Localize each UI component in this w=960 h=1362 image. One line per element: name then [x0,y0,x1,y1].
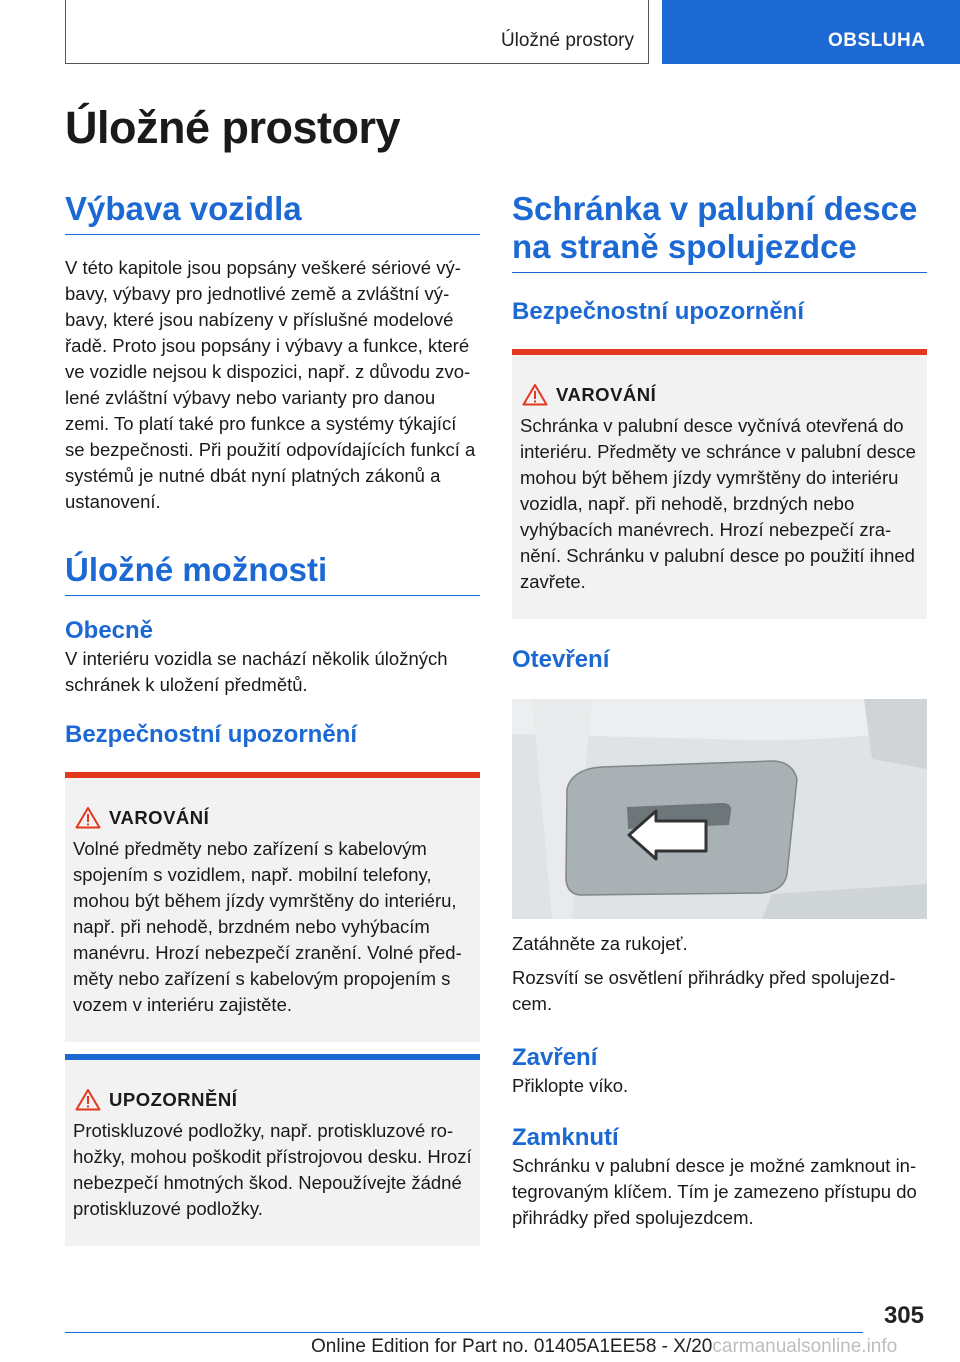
paragraph-zamknuti: Schránku v palubní desce je možné zamknout integrovaným klíčem. Tím je zamezeno přístupu do přihrádky před spolujezdcem. [512,1155,917,1228]
warning-box-right [512,349,927,619]
caution-box [65,1054,480,1246]
heading-obecne: Obecně [65,617,154,644]
heading-ulozne-moznosti: Úložné možnosti [65,551,480,596]
left-column [65,190,480,1246]
footer-edition-text: Online Edition for Part no. 01405A1EE58 - X/20 [311,1336,713,1357]
warning-box [65,772,480,1042]
page-header [0,0,960,66]
warning-triangle-icon [522,383,548,406]
warning-triangle-icon [75,806,101,829]
caution-title: UPOZORNĚNÍ [109,1089,238,1110]
warning-triangle-icon [75,1088,101,1111]
warning-title-row [73,804,472,832]
glovebox-illustration [512,699,927,919]
warning-title-right: VAROVÁNÍ [556,384,657,405]
heading-otevreni: Otevření [512,646,610,673]
heading-schranka: Schránka v palubní desce na straně spolujezdce [512,190,927,273]
header-chapter-label: OBSLUHA [828,30,926,51]
header-section-title: Úložné prostory [500,30,634,51]
paragraph-zavreni: Přiklopte víko. [512,1075,629,1096]
header-section-box [65,0,649,64]
warning-text: Volné předměty nebo zařízení s kabelovým spojením s vozidlem, např. mobilní telefony, mohou být během jízdy vymrštěny do interiéru, např. při nehodě, brzdném nebo vyhýbacím manévru. Hrozí nebezpečí zranění. Volné předměty nebo zařízení s kabelovým propojením s vozem v interiéru zajistěte. [73,838,462,1015]
heading-bezpecnostni-upozorneni-right: Bezpečnostní upozornění [512,298,805,325]
paragraph-otevreni-2: Rozsvítí se osvětlení přihrádky před spolujezdcem. [512,967,896,1014]
paragraph-otevreni-1: Zatáhněte za rukojeť. [512,933,688,954]
header-chapter-tab [662,0,960,64]
page-footer [0,1300,960,1362]
warning-title-row-right [520,381,919,409]
heading-zavreni: Zavření [512,1044,598,1071]
footer-watermark: carmanualsonline.info [712,1336,898,1357]
heading-zamknuti: Zamknutí [512,1124,619,1151]
heading-bezpecnostni-upozorneni: Bezpečnostní upozornění [65,721,358,748]
caution-text: Protiskluzové podložky, např. protiskluzové rohožky, mohou poškodit přístrojovou desku. Hrozí nebezpečí hmotných škod. Nepoužívejte žádné protiskluzové podložky. [73,1120,472,1219]
right-column [512,190,927,1231]
page-title: Úložné prostory [65,102,401,153]
caution-title-row [73,1086,472,1114]
paragraph-obecne: V interiéru vozidla se nachází několik úložných schránek k uložení předmětů. [65,648,448,695]
page-number: 305 [883,1302,924,1329]
footer-edition [311,1336,897,1358]
warning-text-right: Schránka v palubní desce vyčnívá otevřená do interiéru. Předměty ve schránce v palubní desce mohou být během jízdy vymrštěny do interiéru vozidla, např. při nehodě, brzdných nebo vyhýbacích manévrech. Hrozí nebezpečí zranění. Schránku v palubní desce po použití ihned zavřete. [520,415,916,592]
paragraph-vybava: V této kapitole jsou popsány veškeré sériové výbavy, výbavy pro jednotlivé země a zvláštní výbavy, které jsou nabízeny v příslušné modelové řadě. Proto jsou popsány i výbavy a funkce, které ve vozidle nejsou k dispozici, např. z důvodu zvolené zvláštní výbavy nebo varianty pro danou zemi. To platí také pro funkce a systémy týkající se bezpečnosti. Při použití odpovídajících funkcí a systémů je nutné dbát nyní platných zákonů a ustanovení. [65,257,476,512]
footer-divider [65,1332,863,1333]
warning-title: VAROVÁNÍ [109,807,210,828]
glovebox-drawing [512,699,927,919]
heading-vybava: Výbava vozidla [65,190,480,235]
